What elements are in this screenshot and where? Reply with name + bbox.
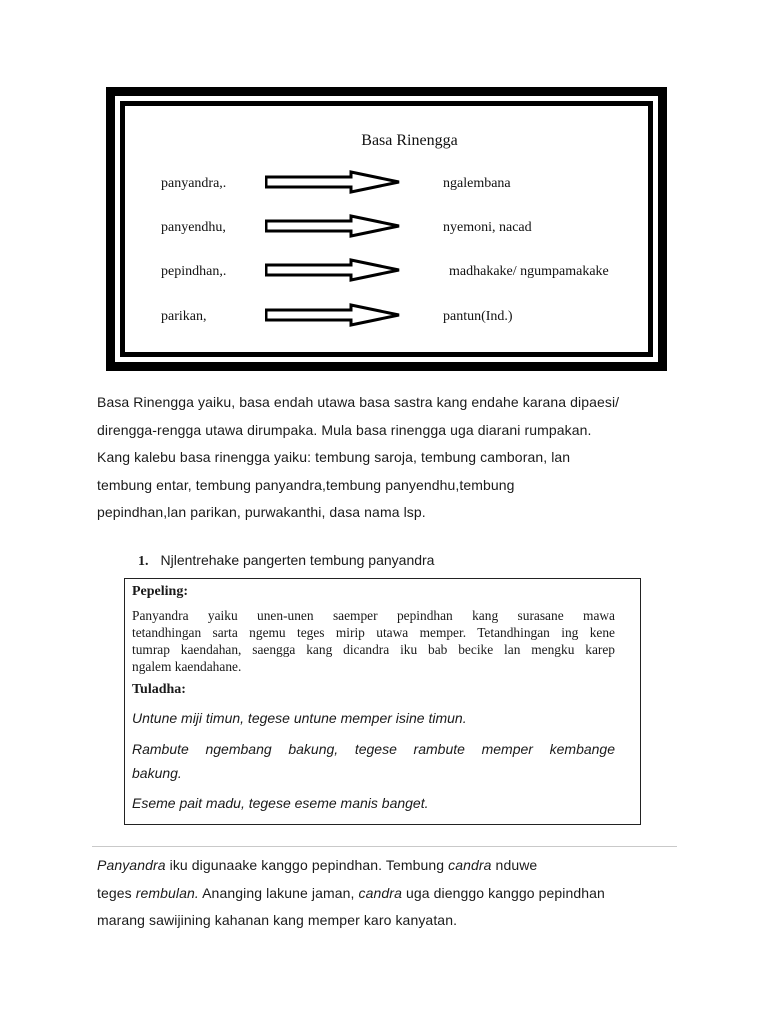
intro-line: Kang kalebu basa rinengga yaiku: tembung saroja, tembung camboran, lan [97,449,571,465]
closing-line-3: marang sawijining kahanan kang memper karo kanyatan. [97,912,458,928]
basa-rinengga-figure [106,87,667,371]
note-body-line: Panyandra yaiku unen-unen saemper pepindhan kang surasane mawa [132,608,615,623]
note-body [132,607,615,675]
figure-term: panyandra,. [161,176,227,191]
closing-text: iku digunaake kanggo pepindhan. Tembung [165,857,449,873]
right-arrow-icon [265,170,401,194]
note-body-line: tumrap kaendahan, saengga kang dicandra iku bab becike lan mengku karep [132,642,615,657]
figure-row-2 [125,220,648,244]
figure-row-1 [125,176,648,200]
example-2-line: Rambute ngembang bakung, tegese rambute memper kembange [132,741,615,757]
closing-text: uga dienggo kanggo pepindhan [401,884,605,901]
figure-meaning: ngalembana [443,176,511,191]
figure-inner-panel [125,106,648,352]
intro-line: direngga-rengga utawa dirumpaka. Mula basa rinengga uga diarani rumpakan. [97,421,592,438]
closing-text: Ananging lakune jaman, [198,884,359,901]
figure-meaning: madhakake/ ngumpamakake [449,264,609,279]
figure-row-3 [125,264,648,288]
figure-term: parikan, [161,309,207,324]
closing-text: teges [97,884,136,901]
example-2 [132,737,615,785]
figure-term: panyendhu, [161,220,226,235]
example-1: Untune miji timun, tegese untune memper isine timun. [132,710,467,726]
closing-paragraph [97,852,677,935]
note-body-line: tetandhingan sarta ngemu teges mirip utawa memper. Tetandhingan ing kene [132,625,615,640]
right-arrow-icon [265,303,401,327]
term-panyandra: Panyandra [97,857,166,873]
figure-meaning: pantun(Ind.) [443,309,513,324]
pepeling-note-box [124,578,641,825]
example-2-line: bakung. [132,765,182,781]
example-3: Eseme pait madu, tegese eseme manis banget. [132,795,429,811]
figure-meaning: nyemoni, nacad [443,220,532,235]
closing-line-2 [97,880,677,908]
intro-line: Basa Rinengga yaiku, basa endah utawa basa sastra kang endahe karana dipaesi/ [97,394,620,410]
examples-heading: Tuladha: [132,682,186,697]
term-candra: candra [358,884,402,901]
note-body-line: ngalem kaendahane. [132,659,242,674]
list-item [138,552,434,570]
intro-line: tembung entar, tembung panyandra,tembung panyendhu,tembung [97,476,515,493]
list-number: 1. [138,554,149,569]
figure-term: pepindhan,. [161,264,227,279]
section-divider [92,846,677,847]
closing-text: nduwe [491,857,538,873]
note-heading: Pepeling: [132,584,188,599]
list-label: Njlentrehake pangerten tembung panyandra [160,552,435,568]
figure-row-4 [125,309,648,333]
right-arrow-icon [265,214,401,238]
term-candra: candra [448,857,492,873]
right-arrow-icon [265,258,401,282]
term-rembulan: rembulan. [135,884,199,901]
intro-paragraph [97,389,677,527]
figure-title: Basa Rinengga [361,132,458,149]
closing-line-1 [97,852,677,880]
intro-line: pepindhan,lan parikan, purwakanthi, dasa nama lsp. [97,504,426,520]
